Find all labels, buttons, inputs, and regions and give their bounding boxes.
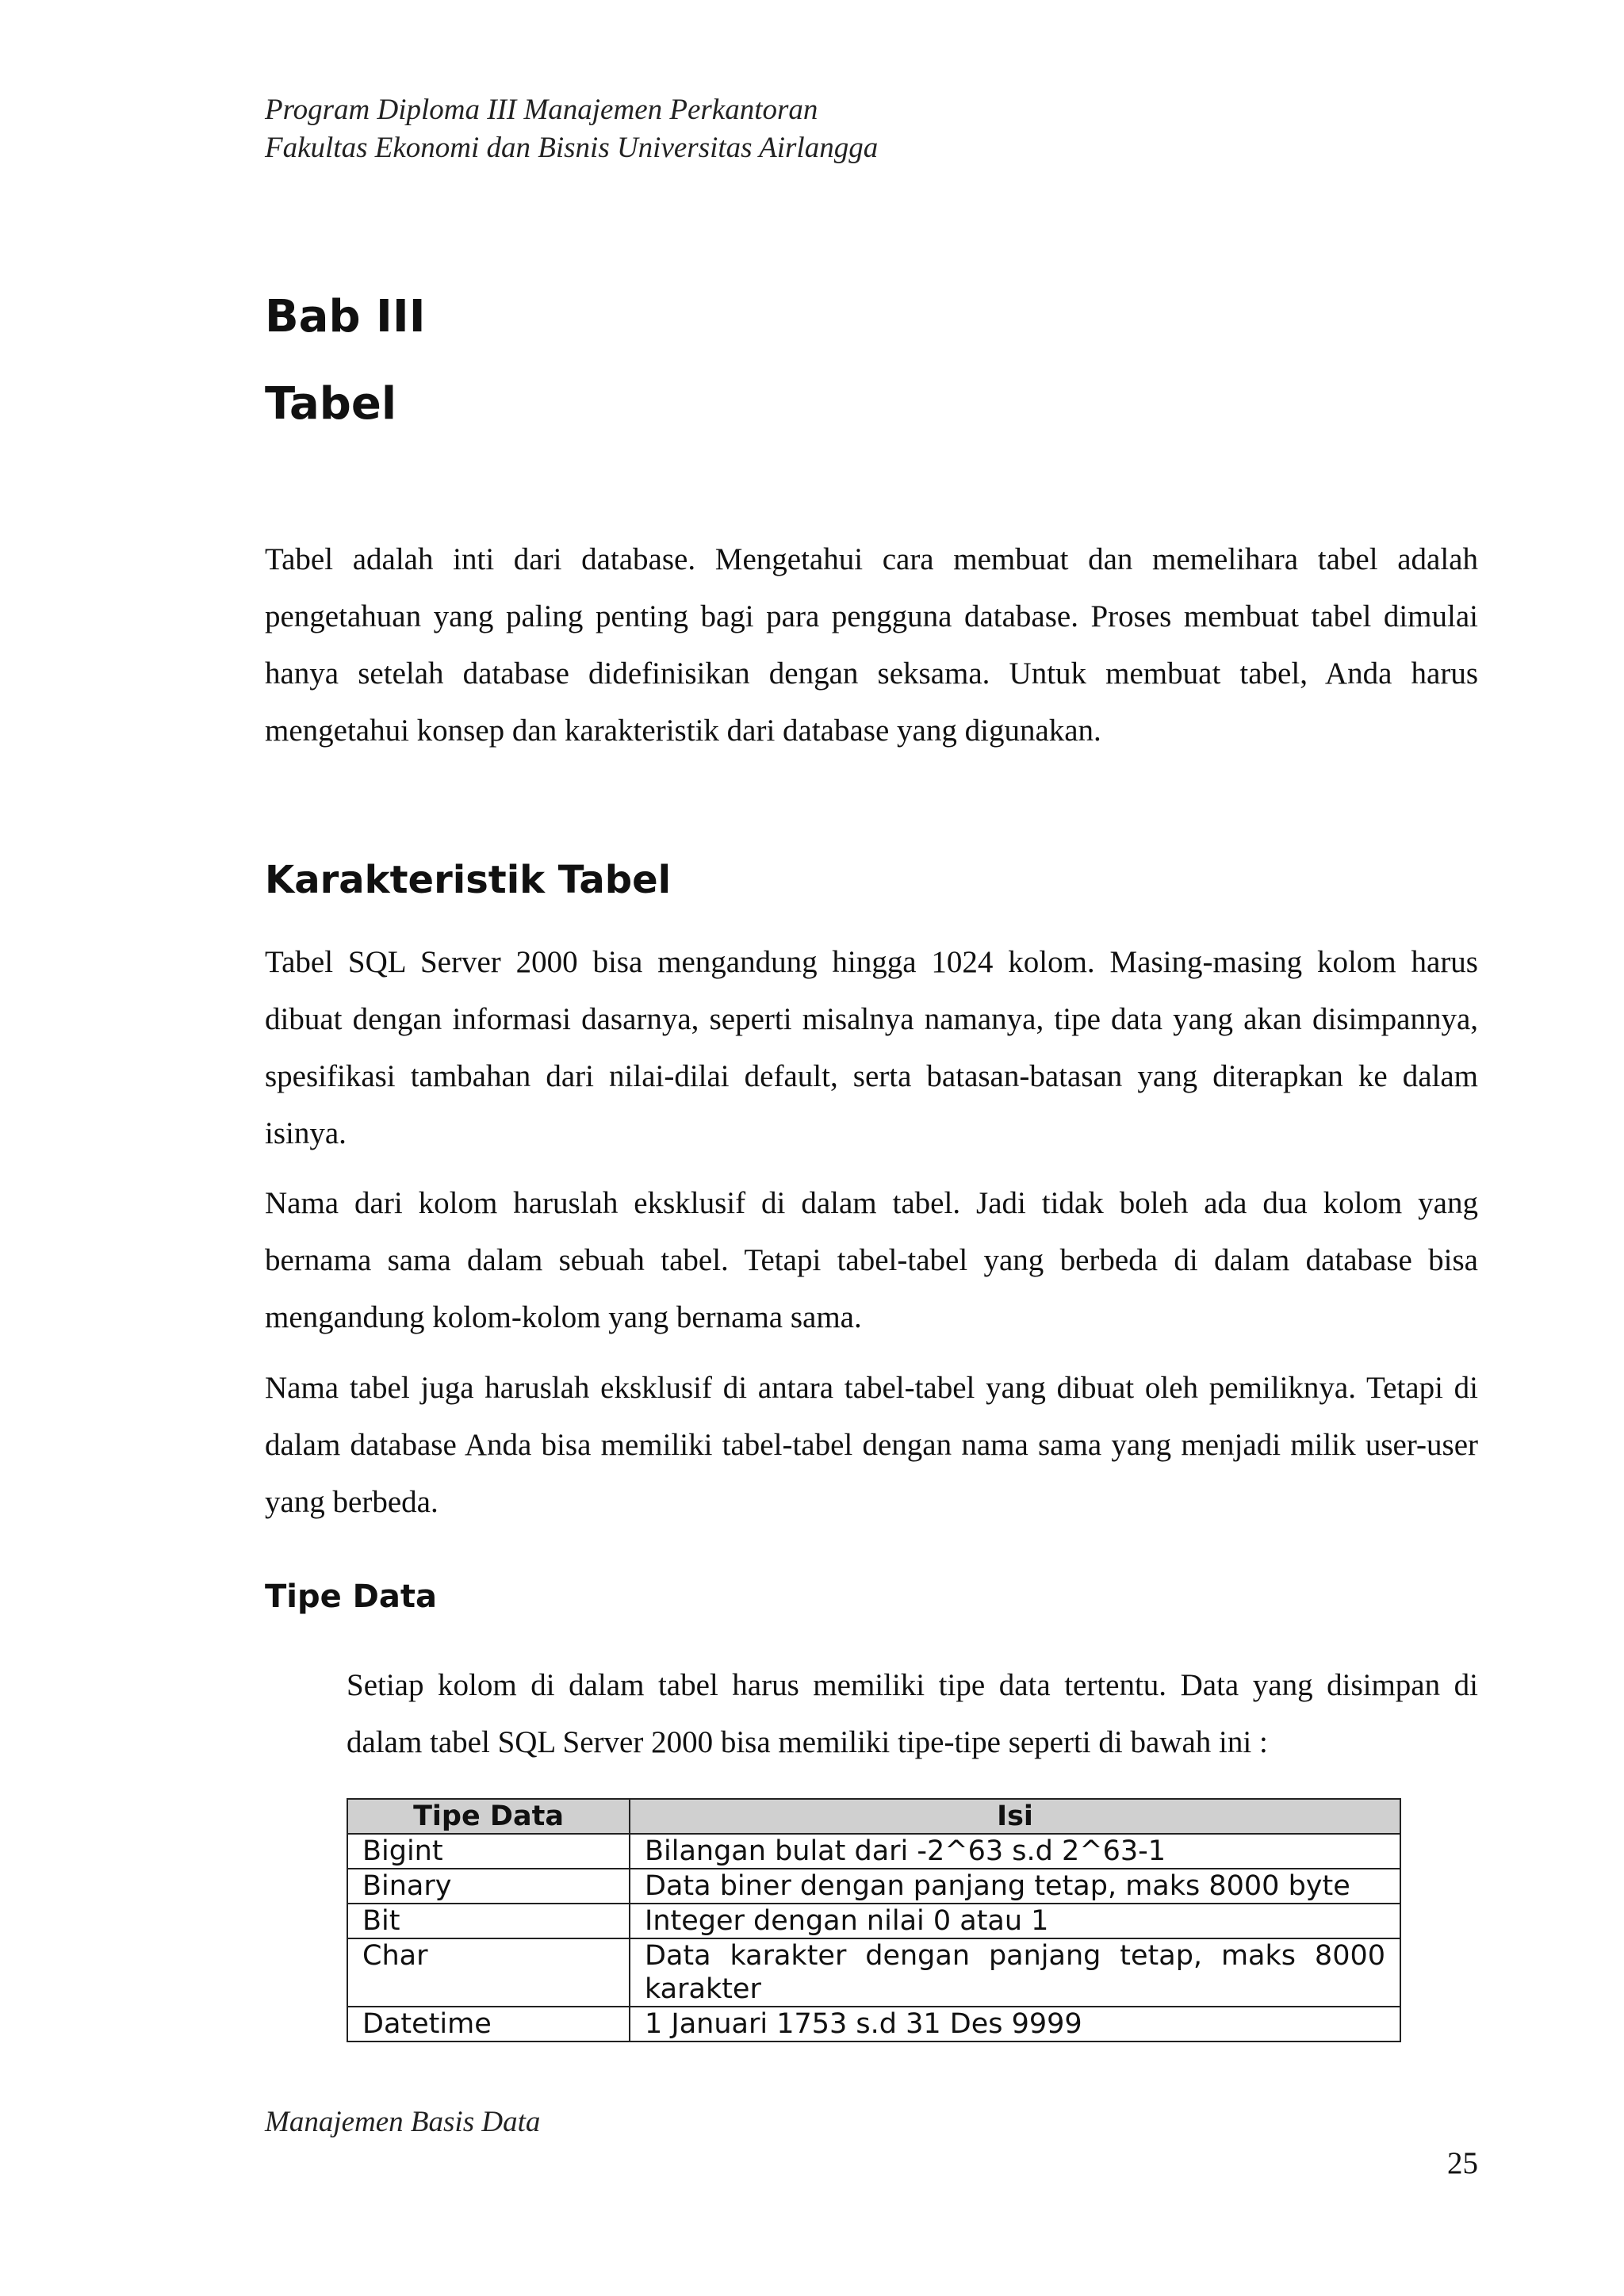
cell-description: 1 Januari 1753 s.d 31 Des 9999 <box>630 2007 1400 2042</box>
paragraph-nama-kolom: Nama dari kolom haruslah eksklusif di dalam tabel. Jadi tidak boleh ada dua kolom yang bernama sama dalam sebuah tabel. Tetapi tabel-tabel yang berbeda di dalam database bisa mengandung kolom-kolom yang bernama sama. <box>265 1186 1478 1334</box>
chapter-number: Bab III <box>265 291 426 342</box>
page-number: 25 <box>1447 2146 1478 2180</box>
table-row <box>347 1904 1400 1938</box>
cell-type: Bigint <box>347 1834 630 1869</box>
running-footer: Manajemen Basis Data <box>265 2106 541 2138</box>
cell-type: Binary <box>347 1869 630 1904</box>
data-type-table <box>347 1798 1401 2042</box>
section-title-tipe-data: Tipe Data <box>265 1578 437 1615</box>
table-row <box>347 2007 1400 2042</box>
paragraph-kolom: Tabel SQL Server 2000 bisa mengandung hingga 1024 kolom. Masing-masing kolom harus dibuat dengan informasi dasarnya, seperti misalnya namanya, tipe data yang akan disimpannya, spesifikasi tambahan dari nilai-dilai default, serta batasan-batasan yang diterapkan ke dalam isinya. <box>265 945 1478 1150</box>
table-header-row <box>347 1799 1400 1834</box>
table-row <box>347 1938 1400 2007</box>
chapter-title: Tabel <box>265 378 397 430</box>
cell-description: Data biner dengan panjang tetap, maks 8000 byte <box>630 1869 1400 1904</box>
header-program: Program Diploma III Manajemen Perkantoran <box>265 94 818 126</box>
section-title-karakteristik: Karakteristik Tabel <box>265 858 672 902</box>
header-faculty: Fakultas Ekonomi dan Bisnis Universitas Airlangga <box>265 132 879 164</box>
cell-description: Bilangan bulat dari -2^63 s.d 2^63-1 <box>630 1834 1400 1869</box>
cell-type: Datetime <box>347 2007 630 2042</box>
paragraph-nama-tabel: Nama tabel juga haruslah eksklusif di antara tabel-tabel yang dibuat oleh pemiliknya. Tetapi di dalam database Anda bisa memiliki tabel-tabel dengan nama sama yang menjadi milik user-user yang berbeda. <box>265 1371 1478 1519</box>
header-tipe-data: Tipe Data <box>347 1799 630 1834</box>
cell-type: Char <box>347 1938 630 2007</box>
running-header <box>265 91 878 167</box>
paragraph-tipe-data: Setiap kolom di dalam tabel harus memiliki tipe data tertentu. Data yang disimpan di dalam tabel SQL Server 2000 bisa memiliki tipe-tipe seperti di bawah ini : <box>347 1668 1478 1759</box>
header-isi: Isi <box>630 1799 1400 1834</box>
table-row <box>347 1869 1400 1904</box>
intro-paragraph: Tabel adalah inti dari database. Mengetahui cara membuat dan memelihara tabel adalah pengetahuan yang paling penting bagi para pengguna database. Proses membuat tabel dimulai hanya setelah database didefinisikan dengan seksama. Untuk membuat tabel, Anda harus mengetahui konsep dan karakteristik dari database yang digunakan. <box>265 542 1478 748</box>
cell-description: Integer dengan nilai 0 atau 1 <box>630 1904 1400 1938</box>
cell-description: Data karakter dengan panjang tetap, maks 8000 karakter <box>630 1938 1400 2007</box>
table-row <box>347 1834 1400 1869</box>
cell-type: Bit <box>347 1904 630 1938</box>
